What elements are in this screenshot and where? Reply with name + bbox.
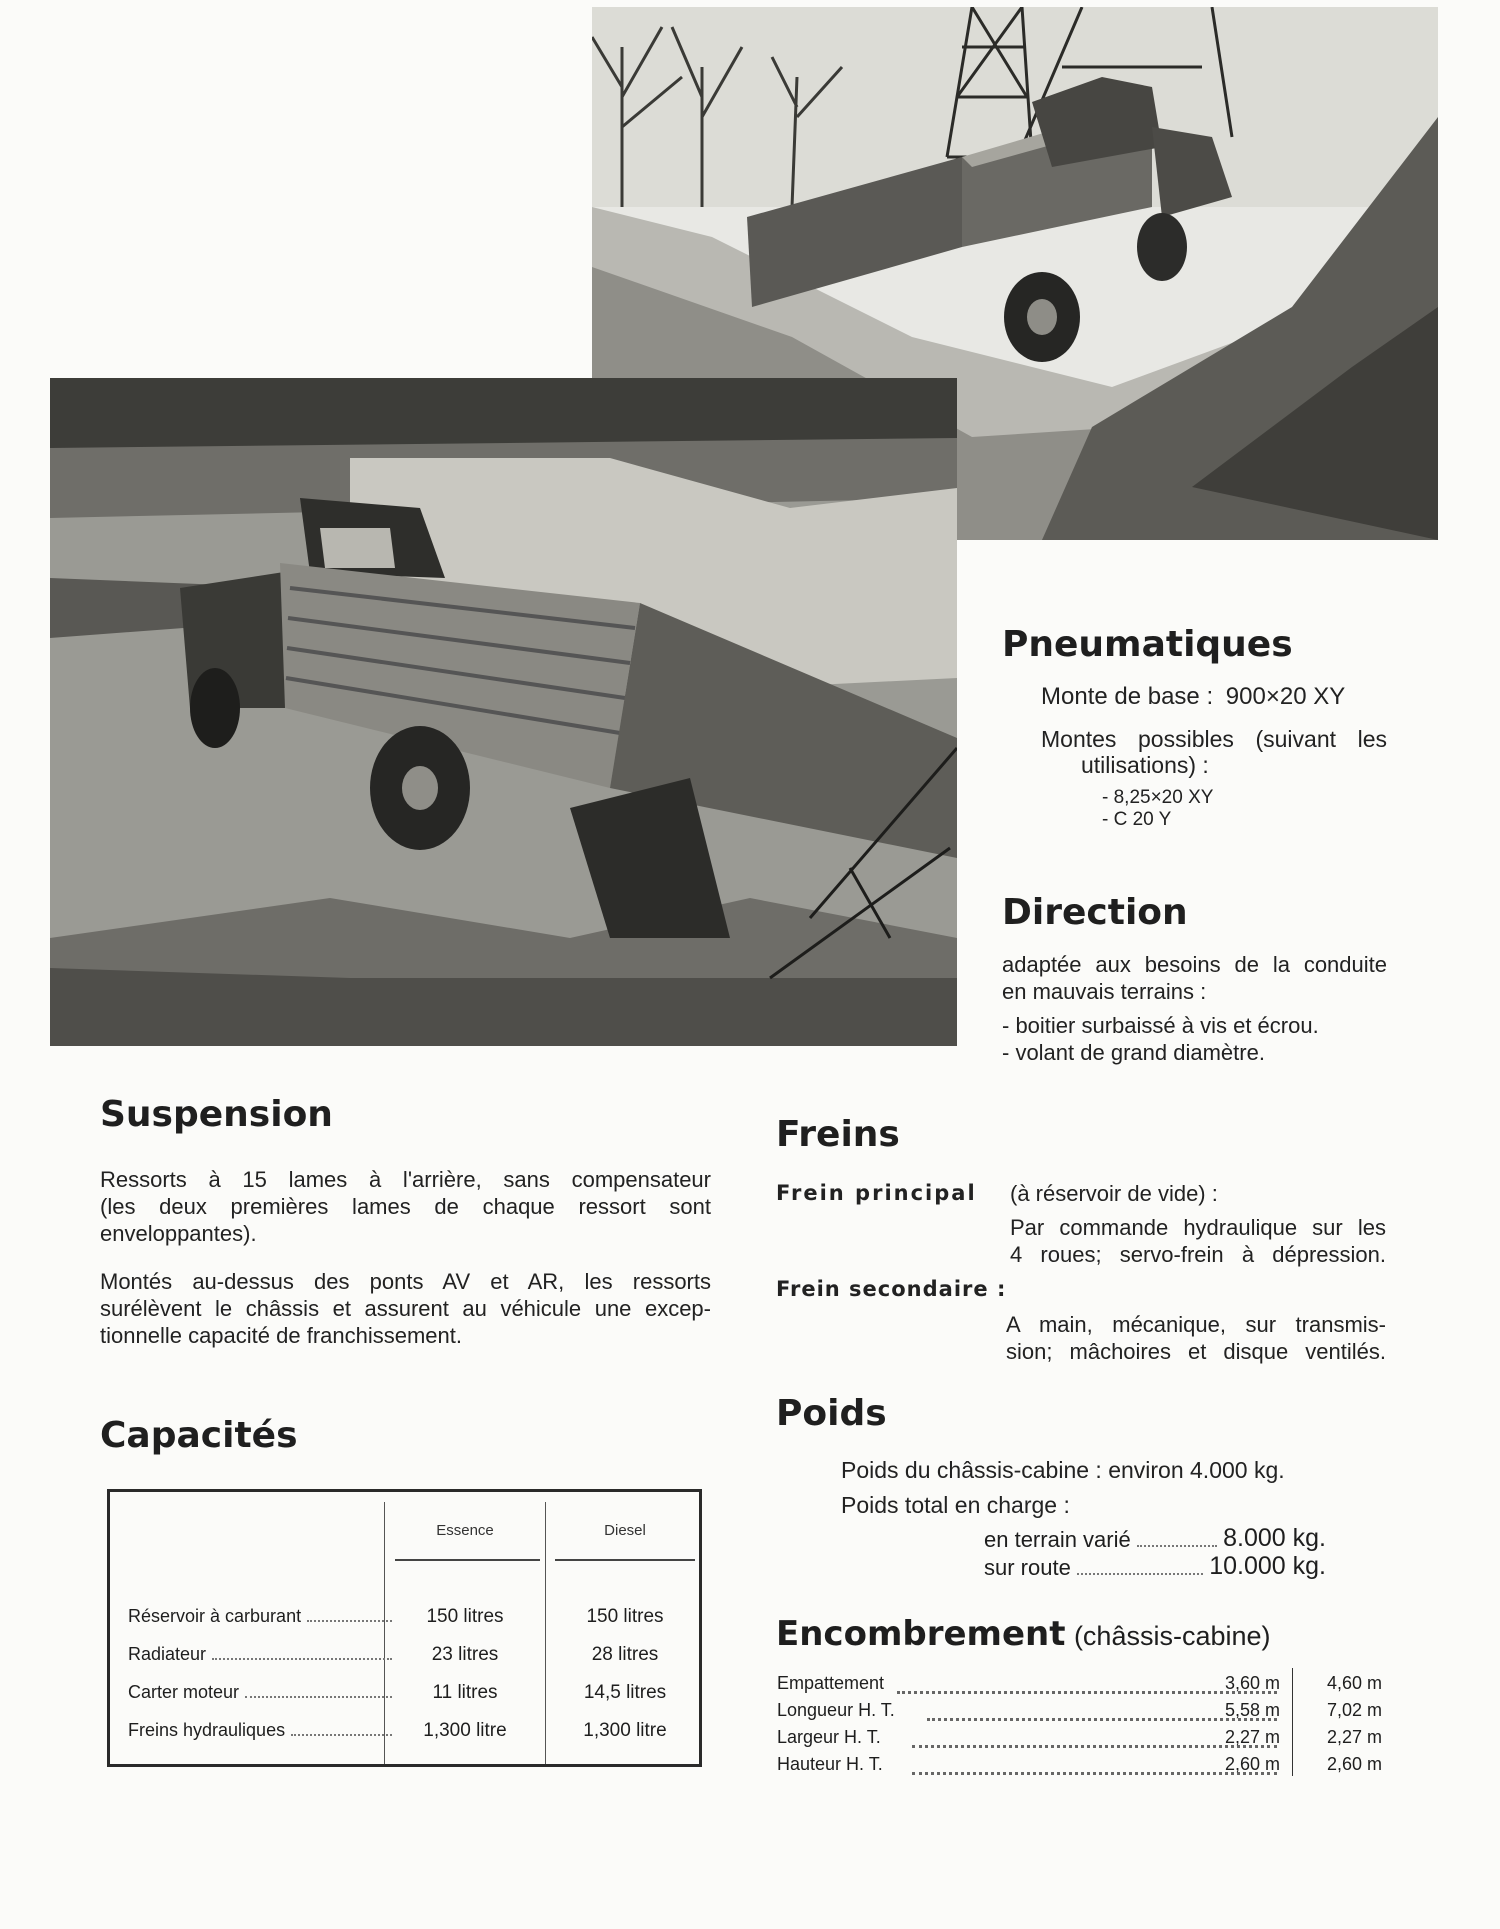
poids-row-route-label: sur route xyxy=(984,1555,1071,1580)
tyre-option-1: - 8,25×20 XY xyxy=(1102,787,1214,808)
cell-diesel-freins: 1,300 litre xyxy=(583,1720,667,1741)
montes-possibles-line2: utilisations) : xyxy=(1081,752,1209,778)
truck-in-mud-photo xyxy=(50,378,957,1046)
row-leader xyxy=(245,1695,392,1698)
frein-secondaire-desc-line2: sion; mâchoires et disque ventilés. xyxy=(1006,1339,1386,1364)
encombrement-row-longueur xyxy=(777,1700,1382,1724)
row-label: Freins hydrauliques xyxy=(128,1720,286,1740)
suspension-para2-line3: tionnelle capacité de franchissement. xyxy=(100,1323,462,1348)
table-row-label-radiateur xyxy=(128,1644,398,1665)
poids-row-route-value: 10.000 kg. xyxy=(1209,1552,1326,1580)
enc-leader xyxy=(897,1689,1277,1694)
diesel-header-rule xyxy=(555,1559,695,1561)
montes-possibles-line1: Montes possibles (suivant les xyxy=(1041,726,1387,752)
monte-base-value: 900×20 XY xyxy=(1225,683,1346,710)
enc-value-1: 3,60 m xyxy=(1224,1673,1280,1693)
encombrement-row-hauteur xyxy=(777,1754,1382,1778)
row-leader xyxy=(291,1733,392,1736)
cell-essence-carter: 11 litres xyxy=(432,1682,498,1703)
suspension-para1-line1: Ressorts à 15 lames à l'arrière, sans compensateur xyxy=(100,1167,711,1192)
frein-secondaire-desc-line1: A main, mécanique, sur transmis- xyxy=(1006,1312,1386,1337)
freins-heading: Freins xyxy=(776,1114,900,1155)
suspension-para2-line1: Montés au-dessus des ponts AV et AR, les ressorts xyxy=(100,1269,711,1294)
cell-essence-reservoir: 150 litres xyxy=(426,1606,504,1627)
frein-principal-desc-line2: 4 roues; servo-frein à dépression. xyxy=(1010,1242,1386,1267)
poids-total-label: Poids total en charge : xyxy=(841,1492,1070,1518)
table-row-label-freins xyxy=(128,1720,398,1741)
poids-row-terrain xyxy=(984,1524,1326,1553)
direction-item-2: - volant de grand diamètre. xyxy=(1002,1040,1265,1065)
poids-row-terrain-label: en terrain varié xyxy=(984,1527,1131,1552)
suspension-para1-line2: (les deux premières lames de chaque ressort sont xyxy=(100,1194,711,1219)
col-diesel-header: Diesel xyxy=(604,1522,646,1539)
row-label: Réservoir à carburant xyxy=(128,1606,302,1626)
enc-label: Hauteur H. T. xyxy=(777,1754,883,1774)
cell-diesel-radiateur: 28 litres xyxy=(591,1644,659,1665)
enc-label: Longueur H. T. xyxy=(777,1700,895,1720)
enc-value-2: 2,60 m xyxy=(1326,1754,1382,1774)
table-row-label-carter xyxy=(128,1682,398,1703)
poids-row-route-leader xyxy=(1077,1572,1203,1575)
encombrement-row-largeur xyxy=(777,1727,1382,1751)
row-label: Carter moteur xyxy=(128,1682,240,1702)
enc-value-1: 2,60 m xyxy=(1224,1754,1280,1774)
poids-row-terrain-leader xyxy=(1137,1544,1217,1547)
enc-value-2: 4,60 m xyxy=(1326,1673,1382,1693)
direction-heading: Direction xyxy=(1002,892,1188,933)
enc-label: Largeur H. T. xyxy=(777,1727,881,1747)
suspension-heading: Suspension xyxy=(100,1094,333,1135)
direction-item-1: - boitier surbaissé à vis et écrou. xyxy=(1002,1013,1319,1038)
frein-principal-desc-line1: Par commande hydraulique sur les xyxy=(1010,1215,1386,1240)
row-leader xyxy=(212,1657,392,1660)
poids-chassis-line: Poids du châssis-cabine : environ 4.000 kg. xyxy=(841,1457,1285,1483)
frein-secondaire-label: Frein secondaire : xyxy=(776,1277,1007,1301)
enc-label: Empattement xyxy=(777,1673,885,1693)
enc-value-1: 2,27 m xyxy=(1224,1727,1280,1747)
enc-leader xyxy=(912,1743,1277,1748)
encombrement-heading-line xyxy=(776,1614,1271,1654)
col-essence-header: Essence xyxy=(436,1522,494,1539)
monte-base-label: Monte de base : xyxy=(1041,683,1214,710)
table-divider-2 xyxy=(545,1502,546,1764)
poids-row-route xyxy=(984,1552,1326,1581)
capacites-table xyxy=(107,1489,702,1767)
cell-essence-radiateur: 23 litres xyxy=(431,1644,499,1665)
pneumatiques-heading: Pneumatiques xyxy=(1002,624,1293,665)
suspension-para2-line2: surélèvent le châssis et assurent au véhicule une excep- xyxy=(100,1296,711,1321)
enc-value-2: 7,02 m xyxy=(1326,1700,1382,1720)
cell-diesel-carter: 14,5 litres xyxy=(583,1682,667,1703)
enc-leader xyxy=(912,1770,1277,1775)
table-row-label-reservoir xyxy=(128,1606,398,1627)
cell-essence-freins: 1,300 litre xyxy=(423,1720,507,1741)
enc-value-1: 5,58 m xyxy=(1224,1700,1280,1720)
suspension-para1-line3: enveloppantes). xyxy=(100,1221,257,1246)
encombrement-row-empattement xyxy=(777,1673,1382,1697)
cell-diesel-reservoir: 150 litres xyxy=(586,1606,664,1627)
encombrement-subtitle: (châssis-cabine) xyxy=(1073,1621,1271,1651)
frein-principal-note: (à réservoir de vide) : xyxy=(1010,1181,1218,1206)
direction-intro-line1: adaptée aux besoins de la conduite xyxy=(1002,952,1387,977)
poids-row-terrain-value: 8.000 kg. xyxy=(1223,1524,1326,1552)
capacites-heading: Capacités xyxy=(100,1415,298,1456)
enc-value-2: 2,27 m xyxy=(1326,1727,1382,1747)
row-leader xyxy=(307,1619,392,1622)
encombrement-heading: Encombrement xyxy=(776,1614,1066,1654)
monte-base-line xyxy=(1041,683,1345,710)
tyre-option-2: - C 20 Y xyxy=(1102,809,1172,830)
essence-header-rule xyxy=(395,1559,540,1561)
poids-heading: Poids xyxy=(776,1393,887,1434)
frein-principal-label: Frein principal xyxy=(776,1181,977,1205)
direction-intro-line2: en mauvais terrains : xyxy=(1002,979,1207,1004)
row-label: Radiateur xyxy=(128,1644,207,1664)
